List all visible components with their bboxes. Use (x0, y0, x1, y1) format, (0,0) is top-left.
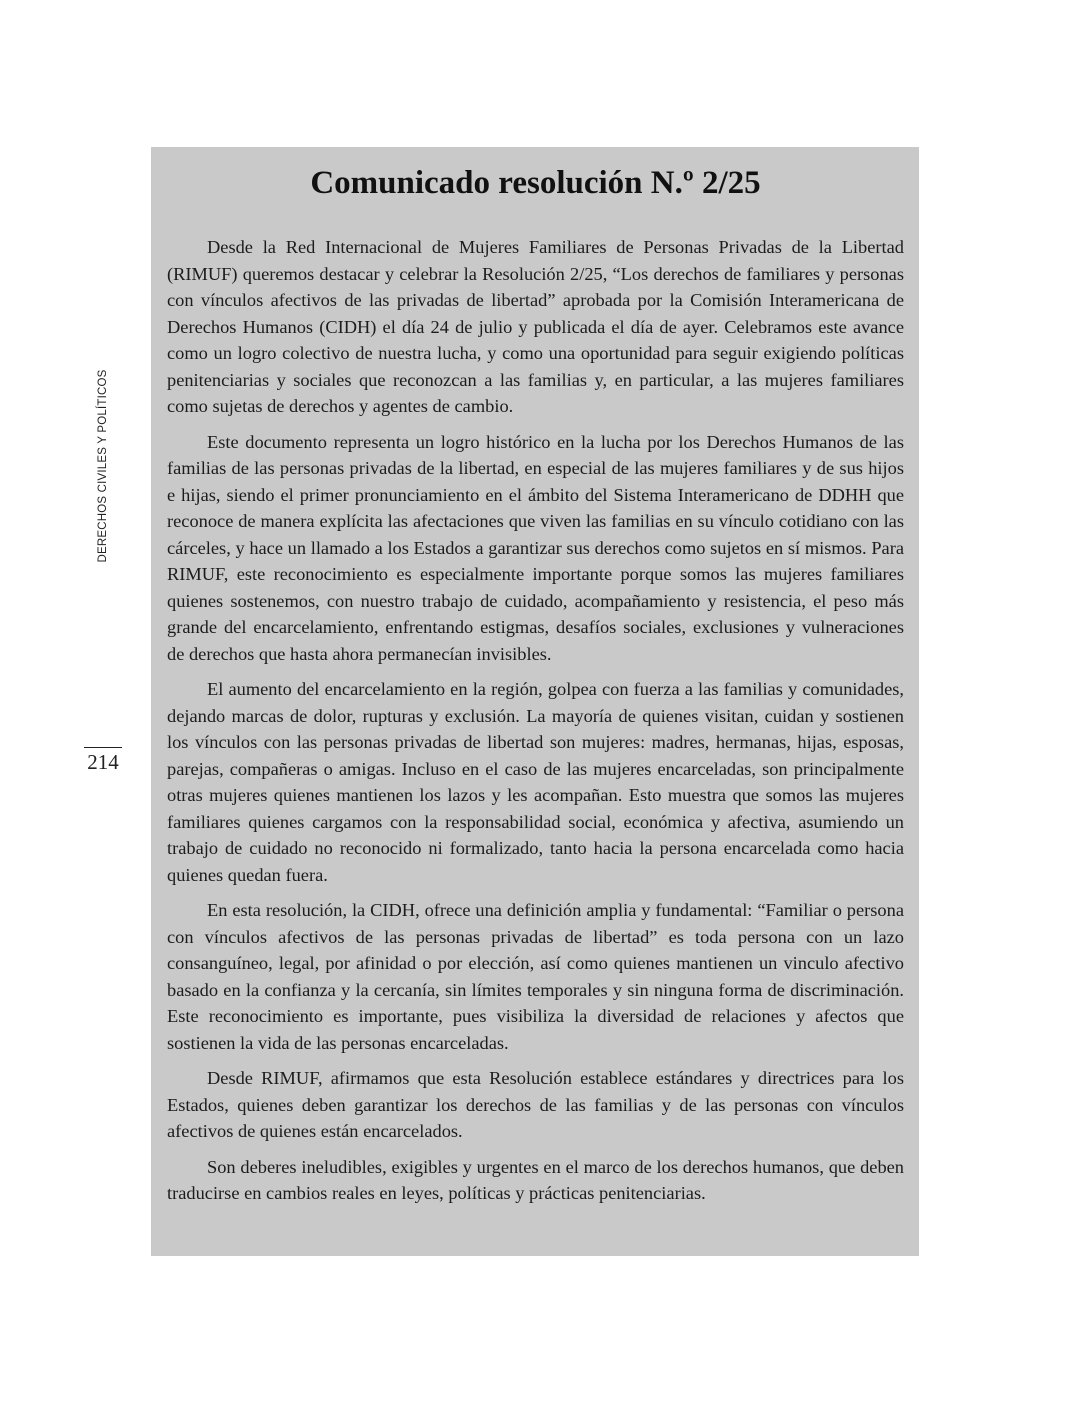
paragraph-3: El aumento del encarcelamiento en la región, golpea con fuerza a las familias y comunidades, dejando marcas de dolor, rupturas y exclusión. La mayoría de quienes visitan, cuidan y sostienen los vínculos con las personas privadas de libertad son mujeres: madres, hermanas, hijas, esposas, parejas, compañeras o amigas. Incluso en el caso de las mujeres encarceladas, son principalmente otras mujeres quienes mantienen los lazos y les acompañan. Esto muestra que somos las mujeres familiares quienes cargamos con la responsabilidad social, económica y afectiva, asumiendo un trabajo de cuidado no reconocido ni formalizado, tanto hacia la persona encarcelada como hacia quienes quedan fuera. (167, 679, 904, 885)
page-number-rule (84, 747, 122, 748)
paragraph-1: Desde la Red Internacional de Mujeres Familiares de Personas Privadas de la Libertad (RIMUF) queremos destacar y celebrar la Resolución 2/25, “Los derechos de familiares y personas con vínculos afectivos de las privadas de libertad” aprobada por la Comisión Interamericana de Derechos Humanos (CIDH) el día 24 de julio y publicada el día de ayer. Celebramos este avance como un logro colectivo de nuestra lucha, y como una oportunidad para seguir exigiendo políticas penitenciarias y sociales que reconozcan a las familias y, en particular, a las mujeres familiares como sujetas de derechos y agentes de cambio. (167, 237, 904, 416)
paragraph-5: Desde RIMUF, afirmamos que esta Resolución establece estándares y directrices para los Estados, quienes deben garantizar los derechos de las familias y de las personas con vínculos afectivos de quienes están encarcelados. (167, 1068, 904, 1141)
paragraph-2: Este documento representa un logro histórico en la lucha por los Derechos Humanos de las familias de las personas privadas de la libertad, en especial de las mujeres familiares y de sus hijos e hijas, siendo el primer pronunciamiento en el ámbito del Sistema Interamericano de DDHH que reconoce de manera explícita las afectaciones que viven las familias en su vínculo cotidiano con las cárceles, y hace un llamado a los Estados a garantizar sus derechos como sujetos en sí mismos. Para RIMUF, este reconocimiento es especialmente importante porque somos las mujeres familiares quienes sostenemos, con nuestro trabajo de cuidado, acompañamiento y resistencia, el peso más grande del encarcelamiento, enfrentando estigmas, desafíos sociales, exclusiones y vulneraciones de derechos que hasta ahora permanecían invisibles. (167, 431, 904, 664)
paragraph-6: Son deberes ineludibles, exigibles y urgentes en el marco de los derechos humanos, que deben traducirse en cambios reales en leyes, políticas y prácticas penitenciarias. (167, 1156, 904, 1203)
page-number: 214 (87, 750, 119, 774)
article-title: Comunicado resolución N.º 2/25 (310, 165, 761, 201)
section-side-label: DERECHOS CIVILES Y POLÍTICOS (97, 369, 109, 563)
paragraph-4: En esta resolución, la CIDH, ofrece una definición amplia y fundamental: “Familiar o persona con vínculos afectivos de las personas privadas de libertad” es toda persona con un lazo consanguíneo, legal, por afinidad o por elección, así como quienes mantienen un vinculo afectivo basado en la confianza y la cercanía, sin límites temporales y sin ninguna forma de discriminación. Este reconocimiento es importante, pues visibiliza la diversidad de relaciones y afectos que sostienen la vida de las personas encarceladas. (167, 900, 904, 1053)
article-box (151, 147, 919, 1256)
